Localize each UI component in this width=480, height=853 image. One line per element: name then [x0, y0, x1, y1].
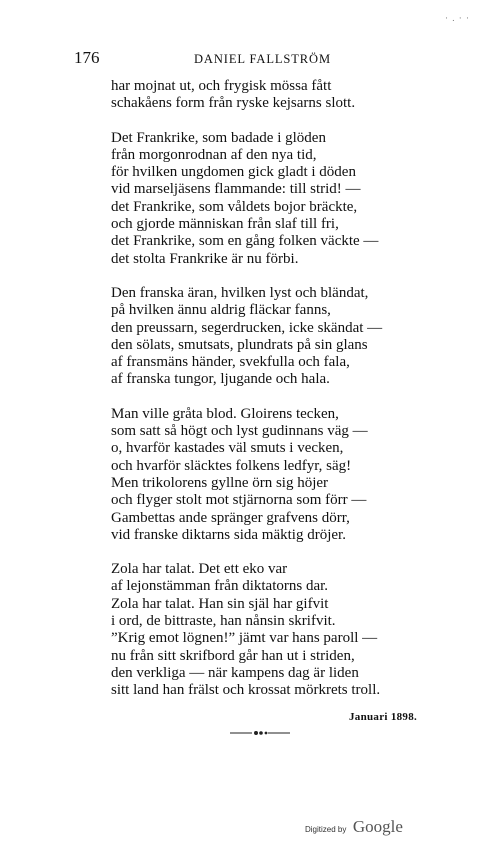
- poem-line: Man ville gråta blod. Gloirens tecken,: [111, 405, 339, 422]
- corner-mark: · . · ·: [445, 13, 470, 23]
- poem-line: Zola har talat. Han sin själ har gifvit: [111, 595, 329, 612]
- poem-line: har mojnat ut, och frygisk mössa fått: [111, 78, 332, 94]
- poem-line: ”Krig emot lögnen!” jämt var hans paroll —: [111, 630, 378, 647]
- stanza: [111, 78, 451, 113]
- poem-line: som satt så högt och lyst gudinnans väg —: [111, 423, 368, 440]
- poem-line: nu från sitt skrifbord går han ut i striden,: [111, 647, 355, 664]
- google-logo: Google: [352, 817, 403, 836]
- poem-line: vid marseljäsens flammande: till strid! —: [111, 181, 361, 198]
- poem-line: Det Frankrike, som badade i glöden: [111, 129, 326, 146]
- poem-line: Zola har talat. Det ett eko var: [111, 561, 288, 578]
- poem-line: Men trikolorens gyllne örn sig höjer: [111, 474, 329, 491]
- digitized-by-watermark: [305, 817, 403, 837]
- poem-line: af franska tungor, ljugande och hala.: [111, 371, 330, 388]
- poem-line: o, hvarför kastades väl smuts i vecken,: [111, 440, 344, 457]
- poem-line: från morgonrodnan af den nya tid,: [111, 146, 317, 163]
- stanza: [111, 130, 451, 268]
- poem-line: det stolta Frankrike är nu förbi.: [111, 250, 299, 267]
- poem-line: Den franska äran, hvilken lyst och bländat,: [111, 284, 369, 301]
- poem-line: för hvilken ungdomen gick gladt i döden: [111, 164, 356, 181]
- poem-line: på hvilken ännu aldrig fläckar fanns,: [111, 302, 331, 319]
- poem-line: och flyger stolt mot stjärnorna som förr —: [111, 492, 367, 509]
- stanza: [111, 285, 451, 389]
- poem-line: af lejonstämman från diktatorns dar.: [111, 578, 329, 595]
- poem-line: schakåens form från ryske kejsarns slott.: [111, 95, 356, 112]
- poem-line: i ord, de bittraste, han nånsin skrifvit.: [111, 613, 336, 630]
- poem-line: den verkliga — när kampens dag är liden: [111, 664, 359, 681]
- poem-line: och gjorde människan från slaf till fri,: [111, 216, 339, 233]
- poem-line: det Frankrike, som våldets bojor bräckte,: [111, 198, 358, 215]
- running-head: DANIEL FALLSTRÖM: [194, 52, 331, 66]
- stanza: [111, 406, 451, 544]
- poem-line: och hvarför släcktes folkens ledfyr, säg!: [111, 457, 352, 474]
- poem-line: vid franske diktarns sida mäktig dröjer.: [111, 526, 346, 543]
- poem-line: den preussarn, segerdrucken, icke skändat —: [111, 319, 383, 336]
- ornament-divider: [230, 729, 290, 737]
- poem: [111, 78, 451, 717]
- stanza: [111, 561, 451, 699]
- poem-line: det Frankrike, som en gång folken väckte —: [111, 233, 379, 250]
- digitized-prefix: Digitized by: [305, 825, 347, 834]
- poem-line: sitt land han frälst och krossat mörkrets troll.: [111, 682, 381, 699]
- poem-date: Januari 1898.: [349, 711, 418, 723]
- poem-line: af fransmäns händer, svekfulla och fala,: [111, 354, 350, 371]
- poem-line: den sölats, smutsats, plundrats på sin glans: [111, 336, 368, 353]
- poem-line: Gambettas ande spränger grafvens dörr,: [111, 509, 350, 526]
- page-number: 176: [74, 48, 100, 67]
